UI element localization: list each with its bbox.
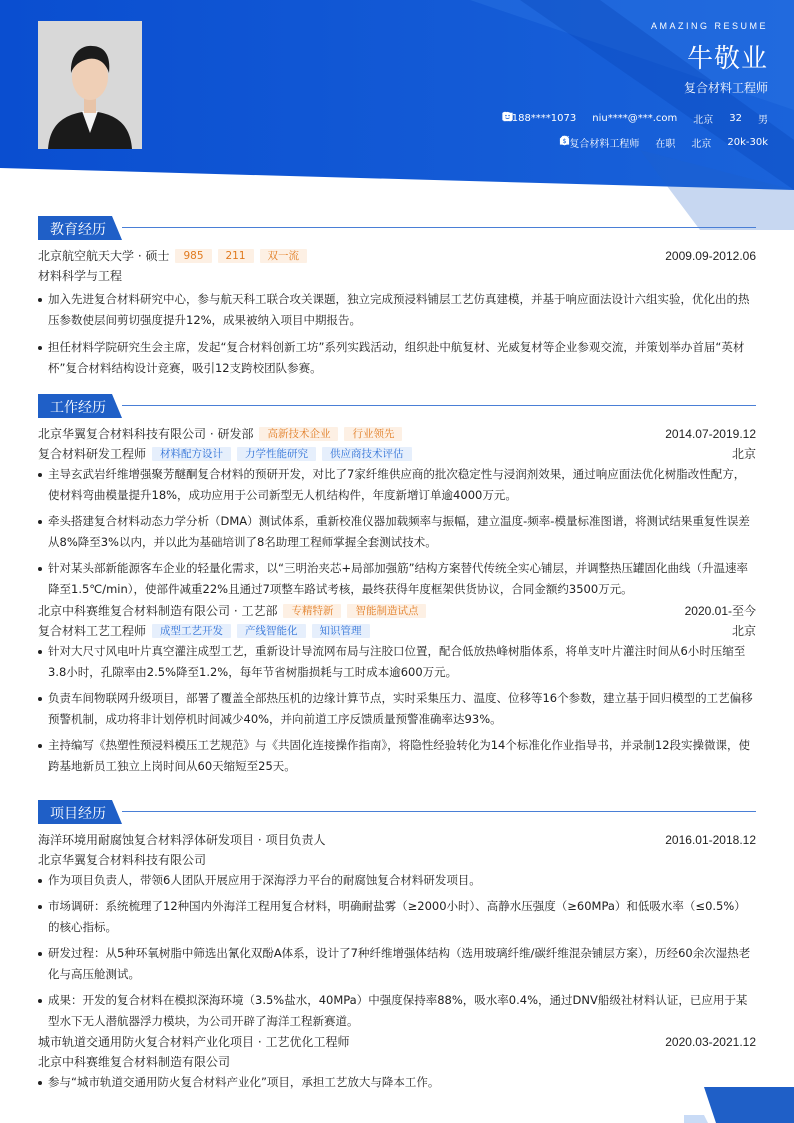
- money-icon: [559, 135, 570, 146]
- section-header: [38, 394, 756, 418]
- company-name: 北京华翼复合材料科技有限公司 · 研发部: [38, 427, 254, 441]
- gender-info: [758, 111, 768, 126]
- project-bullets: [38, 870, 756, 1032]
- project-org-row: [38, 1052, 756, 1072]
- job-location: 北京: [731, 624, 756, 638]
- education-section: [38, 216, 756, 379]
- company-tag: 智能制造试点: [347, 604, 426, 618]
- person-avatar-icon: [38, 21, 142, 149]
- company-tag: 高新技术企业: [259, 427, 338, 441]
- job-header: [38, 601, 756, 621]
- job-position-row: [38, 444, 756, 464]
- email-text: niu****@***.com: [592, 113, 678, 124]
- company-tag: 专精特新: [283, 604, 341, 618]
- project-date: 2016.01-2018.12: [665, 833, 756, 847]
- project-date: 2020.03-2021.12: [665, 1035, 756, 1049]
- job-entry: [38, 424, 756, 600]
- education-date: 2009.09-2012.06: [665, 249, 756, 263]
- project-bullets: [38, 1072, 756, 1093]
- bullet-item: 市场调研：系统梳理了12种国内外海洋工程用复合材料，明确耐盐雾（≥2000小时）、高静水压强度（≥60MPa）和低吸水率（≤0.5%）的核心指标。: [38, 896, 756, 938]
- section-header: [38, 800, 756, 824]
- education-major-row: [38, 266, 756, 286]
- job-position-row: [38, 621, 756, 641]
- project-header: [38, 830, 756, 850]
- bullet-item: 针对大尺寸风电叶片真空灌注成型工艺，重新设计导流网布局与注胶口位置，配合低放热峰树脂体系，将单支叶片灌注时间从6小时压缩至3.8小时，孔隙率由2.5%降至1.2%，每年节省树脂损耗与工时成本逾600万元。: [38, 641, 756, 683]
- skill-tag: 材料配方设计: [152, 447, 231, 461]
- job-intent-row: [559, 135, 768, 150]
- intended-position-text: 复合材料工程师: [569, 139, 640, 150]
- intended-position-info: [569, 135, 639, 150]
- job-entry: [38, 601, 756, 777]
- bullet-item: 牵头搭建复合材料动态力学分析（DMA）测试体系，重新校准仪器加载频率与振幅，建立温度-频率-模量标准图谱，将测试结果重复性误差从8%降至3%以内，并以此为基础培训了8名助理工程师掌握全套测试技术。: [38, 511, 756, 553]
- resume-header: [0, 0, 794, 230]
- bullet-item: 作为项目负责人，带领6人团队开展应用于深海浮力平台的耐腐蚀复合材料研发项目。: [38, 870, 756, 891]
- section-divider: [122, 405, 756, 406]
- section-title: 教育经历: [50, 222, 106, 238]
- job-header: [38, 424, 756, 444]
- profile-photo: [38, 21, 142, 149]
- section-title: 项目经历: [50, 806, 106, 822]
- position-title: 复合材料研发工程师: [38, 447, 147, 461]
- bullet-item: 主导玄武岩纤维增强聚芳醚酮复合材料的预研开发，对比了7家纤维供应商的批次稳定性与浸润剂效果，通过响应面法优化树脂改性配方，使材料弯曲模量提升18%，成功应用于公司新型无人机结构件，年度新增订单逾4000万元。: [38, 464, 756, 506]
- corner-decoration: [684, 1087, 794, 1123]
- bullet-item: 成果：开发的复合材料在模拟深海环境（3.5%盐水，40MPa）中强度保持率88%，吸水率0.4%，通过DNV船级社材料认证，已应用于某型水下无人潜航器浮力模块，为公司开辟了海洋工程新赛道。: [38, 990, 756, 1032]
- bullet-item: 研发过程：从5种环氧树脂中筛选出氰化双酚A体系，设计了7种纤维增强体结构（选用玻璃纤维/碳纤维混杂铺层方案），历经60余次湿热老化与高压舱测试。: [38, 943, 756, 985]
- gender-icon: [502, 111, 513, 122]
- school-tag: 双一流: [260, 249, 308, 263]
- phone-info[interactable]: [512, 113, 577, 124]
- company-tag: 行业领先: [344, 427, 402, 441]
- major: 材料科学与工程: [38, 269, 123, 283]
- position-title: 复合材料工艺工程师: [38, 624, 147, 638]
- project-name: 城市轨道交通用防火复合材料产业化项目 · 工艺优化工程师: [38, 1035, 350, 1049]
- job-date: 2014.07-2019.12: [665, 427, 756, 441]
- company-name: 北京中科赛维复合材料制造有限公司 · 工艺部: [38, 604, 278, 618]
- section-divider: [122, 227, 756, 228]
- project-name: 海洋环境用耐腐蚀复合材料浮体研发项目 · 项目负责人: [38, 833, 326, 847]
- salary-text: 20k-30k: [727, 137, 768, 148]
- project-entry: [38, 1032, 756, 1093]
- svg-text:$: $: [562, 136, 567, 145]
- intended-city-text: 北京: [691, 139, 712, 150]
- section-title: 工作经历: [50, 400, 106, 416]
- gender-text: 男: [758, 115, 768, 126]
- skill-tag: 供应商技术评估: [322, 447, 412, 461]
- header-tagline: AMAZING RESUME: [650, 21, 768, 31]
- bullet-item: 主持编写《热塑性预浸料模压工艺规范》与《共固化连接操作指南》，将隐性经验转化为14个标准化作业指导书，并录制12段实操微课，使跨基地新员工独立上岗时间从60天缩短至25天。: [38, 735, 756, 777]
- employment-status-text: 在职: [655, 139, 676, 150]
- age-text: 32: [729, 113, 742, 124]
- job-bullets: [38, 464, 756, 600]
- education-entry-header: [38, 246, 756, 266]
- bullet-item: 参与“城市轨道交通用防火复合材料产业化”项目，承担工艺放大与降本工作。: [38, 1072, 756, 1093]
- candidate-job-title: 复合材料工程师: [683, 81, 768, 95]
- project-org-row: [38, 850, 756, 870]
- age-info: [729, 113, 742, 124]
- project-entry: [38, 830, 756, 1032]
- school-name: 北京航空航天大学 · 硕士: [38, 249, 170, 263]
- contact-info-row: [502, 111, 768, 126]
- project-header: [38, 1032, 756, 1052]
- job-location: 北京: [731, 447, 756, 461]
- skill-tag: 成型工艺开发: [152, 624, 231, 638]
- hometown-info: [693, 111, 713, 126]
- hometown-text: 北京: [693, 115, 714, 126]
- section-header: [38, 216, 756, 240]
- section-divider: [122, 811, 756, 812]
- job-date: 2020.01-至今: [684, 604, 756, 618]
- skill-tag: 产线智能化: [237, 624, 306, 638]
- phone-text: 188****1073: [511, 113, 577, 124]
- bullet-item: 针对某头部新能源客车企业的轻量化需求，以“三明治夹芯+局部加强筋”结构方案替代传统全实心铺层，并调整热压罐固化曲线（升温速率降至1.5℃/min），使部件减重22%且通过7项整车路试考核，最终获得年度框架供货协议，合同金额约3500万元。: [38, 558, 756, 600]
- bullet-item: 加入先进复合材料研究中心，参与航天科工联合攻关课题，独立完成预浸料铺层工艺仿真建模，并基于响应面法设计六组实验，优化出的热压参数使层间剪切强度提升12%，成果被纳入项目中期报告。: [38, 289, 756, 331]
- project-org: 北京中科赛维复合材料制造有限公司: [38, 1055, 231, 1069]
- school-tag: 985: [175, 249, 211, 263]
- projects-section: [38, 800, 756, 1093]
- school-tag: 211: [218, 249, 254, 263]
- bullet-item: 担任材料学院研究生会主席，发起“复合材料创新工坊”系列实践活动，组织赴中航复材、光威复材等企业参观交流，并策划举办首届“英材杯”复合材料结构设计竞赛，吸引12支跨校团队参赛。: [38, 337, 756, 379]
- skill-tag: 力学性能研究: [237, 447, 316, 461]
- work-section: [38, 394, 756, 777]
- skill-tag: 知识管理: [312, 624, 370, 638]
- education-bullets: [38, 289, 756, 379]
- bullet-item: 负责车间物联网升级项目，部署了覆盖全部热压机的边缘计算节点，实时采集压力、温度、位移等16个参数，建立基于回归模型的工艺偏移预警机制，成功将非计划停机时间减少40%，并向前道工序反馈质量预警准确率达93%。: [38, 688, 756, 730]
- intended-city-info: [691, 135, 711, 150]
- job-bullets: [38, 641, 756, 777]
- project-org: 北京华翼复合材料科技有限公司: [38, 853, 207, 867]
- candidate-name: 牛敬业: [686, 44, 768, 74]
- employment-status-info: [655, 135, 675, 150]
- email-info[interactable]: [592, 113, 677, 124]
